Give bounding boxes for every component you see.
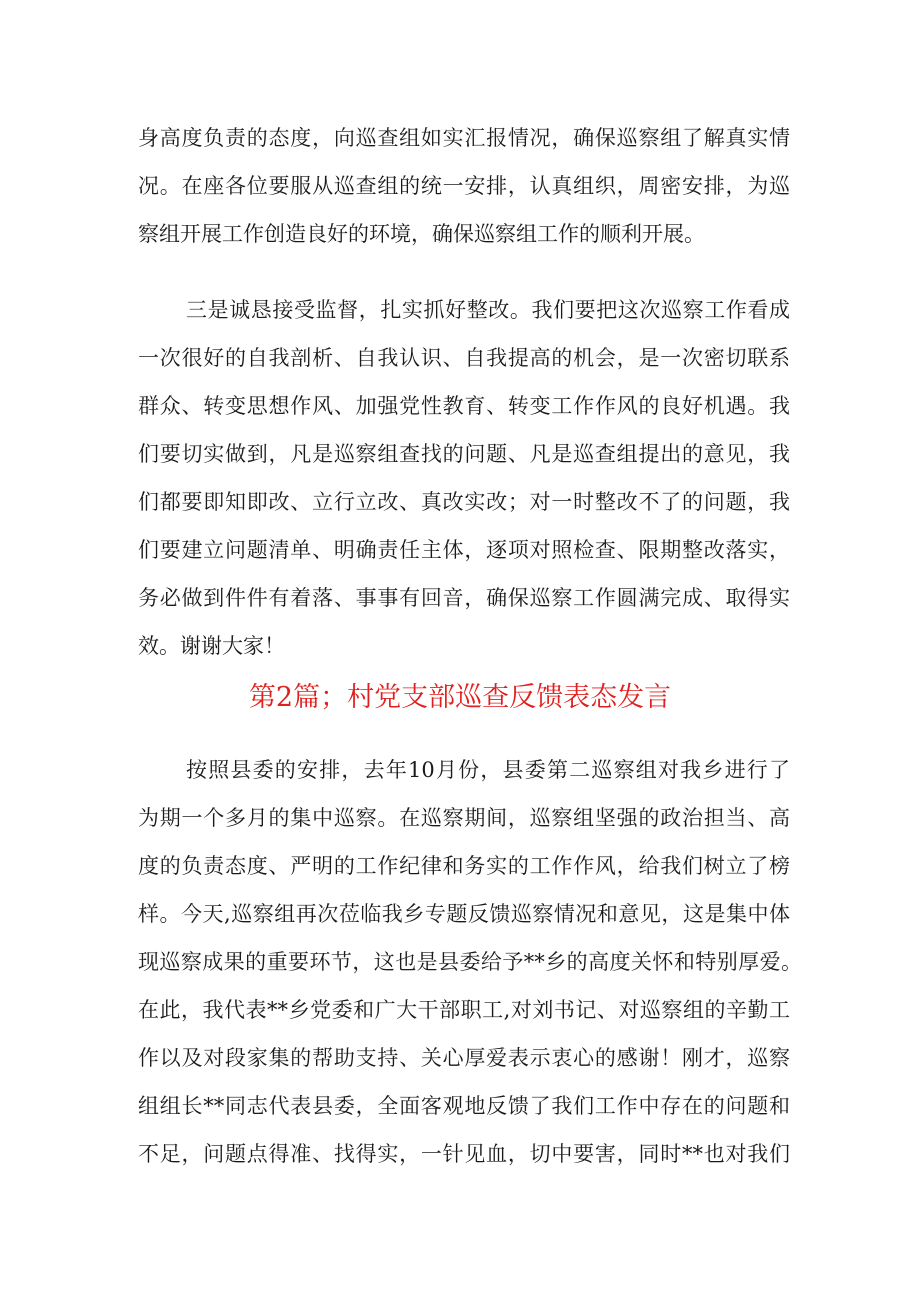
paragraph-line: 务必做到件件有着落、事事有回音，确保巡察工作圆满完成、取得实 [138, 586, 790, 610]
paragraph-line: 效。谢谢大家！ [138, 634, 285, 658]
paragraph-line: 度的负责态度、严明的工作纪律和务实的工作作风，给我们树立了榜 [138, 854, 790, 878]
paragraph-line: 们都要即知即改、立行立改、真改实改；对一时整改不了的问题，我 [138, 490, 790, 514]
paragraph-line: 们要切实做到，凡是巡察组查找的问题、凡是巡查组提出的意见，我 [138, 442, 790, 466]
paragraph-line: 察组开展工作创造良好的环境，确保巡察组工作的顺利开展。 [138, 222, 705, 246]
paragraph-line: 在此，我代表**乡党委和广大干部职工,对刘书记、对巡察组的辛勤工 [138, 998, 790, 1022]
paragraph-line: 况。在座各位要服从巡查组的统一安排，认真组织，周密安排，为巡 [138, 174, 790, 198]
paragraph-line: 样。今天,巡察组再次莅临我乡专题反馈巡察情况和意见，这是集中体 [138, 902, 790, 926]
paragraph-line: 为期一个多月的集中巡察。在巡察期间，巡察组坚强的政治担当、高 [138, 806, 790, 830]
paragraph-line: 们要建立问题清单、明确责任主体，逐项对照检查、限期整改落实， [138, 538, 790, 562]
paragraph-line: 组组长**同志代表县委，全面客观地反馈了我们工作中存在的问题和 [138, 1094, 790, 1118]
paragraph-line: 三是诚恳接受监督，扎实抓好整改。我们要把这次巡察工作看成 [186, 298, 790, 322]
paragraph-line: 按照县委的安排，去年10月份，县委第二巡察组对我乡进行了 [186, 758, 790, 782]
paragraph-line: 不足，问题点得准、找得实，一针见血，切中要害，同时**也对我们 [138, 1142, 790, 1166]
paragraph-line: 身高度负责的态度，向巡查组如实汇报情况，确保巡察组了解真实情 [138, 126, 790, 150]
paragraph-line: 一次很好的自我剖析、自我认识、自我提高的机会，是一次密切联系 [138, 346, 790, 370]
section-heading: 第2篇；村党支部巡查反馈表态发言 [248, 682, 672, 713]
paragraph-line: 群众、转变思想作风、加强党性教育、转变工作作风的良好机遇。我 [138, 394, 790, 418]
paragraph-line: 现巡察成果的重要环节，这也是县委给予**乡的高度关怀和特别厚爱。 [138, 950, 802, 974]
paragraph-line: 作以及对段家集的帮助支持、关心厚爱表示衷心的感谢！刚才，巡察 [138, 1046, 790, 1070]
